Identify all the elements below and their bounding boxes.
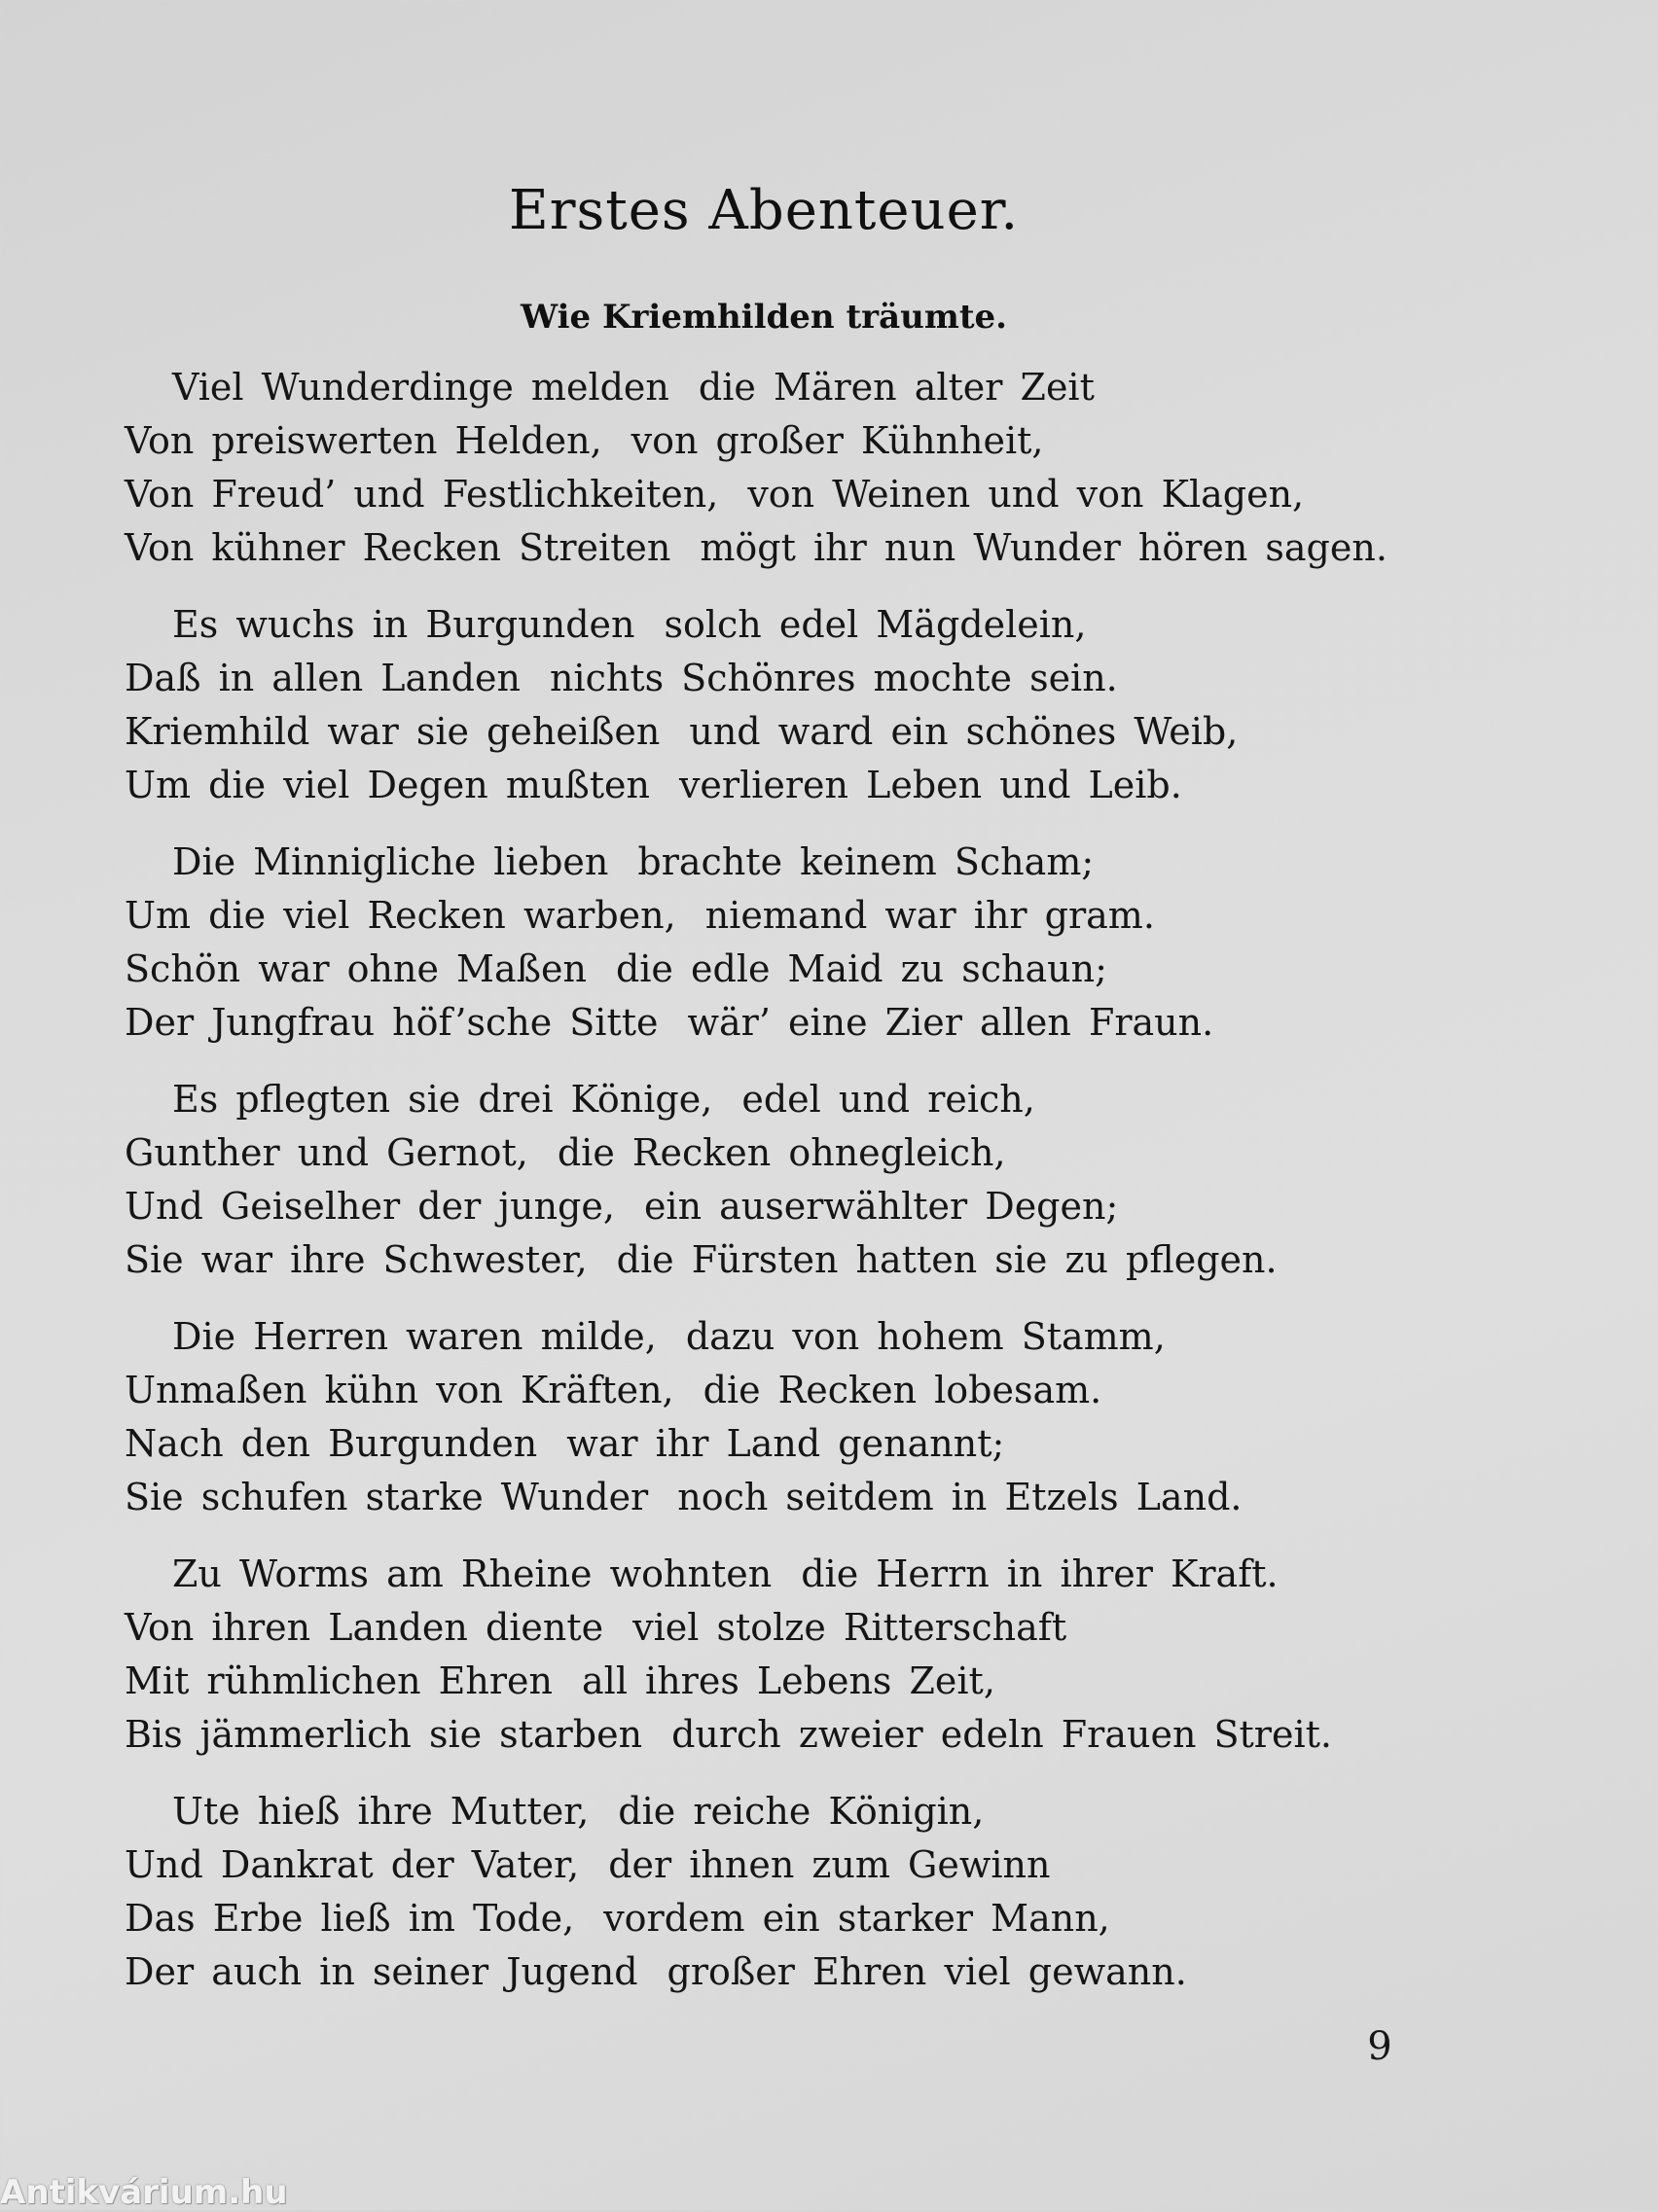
verse-second-half: der ihnen zum Gewinn [608, 1843, 1051, 1886]
verse-second-half: die Mären alter Zeit [698, 366, 1095, 409]
verse-first-half: Und Dankrat der Vater, [125, 1843, 580, 1886]
verse-first-half: Von ihren Landen diente [125, 1606, 604, 1649]
verse-first-half: Und Geiselher der junge, [125, 1185, 615, 1228]
verse-second-half: und ward ein schönes Weib, [689, 710, 1239, 753]
verse-line [125, 414, 1506, 468]
verse-second-half: nichts Schönres mochte sein. [549, 657, 1118, 699]
verse-first-half: Gunther und Gernot, [125, 1131, 528, 1174]
verse-first-half: Viel Wunderdinge melden [172, 366, 669, 409]
verse-first-half: Es pflegten sie drei Könige, [172, 1078, 713, 1121]
verse-second-half: dazu von hohem Stamm, [685, 1315, 1166, 1358]
verse-second-half: viel stolze Ritterschaft [632, 1606, 1067, 1649]
verse-line [125, 1180, 1506, 1233]
verse-first-half: Das Erbe ließ im Tode, [125, 1897, 575, 1940]
verse-second-half: edel und reich, [741, 1078, 1035, 1121]
verse-second-half: die Recken lobesam. [703, 1369, 1102, 1411]
verse-line [125, 759, 1506, 812]
verse-second-half: die reiche Königin, [618, 1790, 985, 1833]
verse-first-half: Kriemhild war sie geheißen [125, 710, 661, 753]
stanza-2 [125, 598, 1506, 812]
verse-second-half: großer Ehren viel gewann. [667, 1950, 1187, 1993]
verse-line [125, 1548, 1506, 1601]
verse-second-half: mögt ihr nun Wunder hören sagen. [700, 526, 1388, 569]
verse-first-half: Um die viel Recken warben, [125, 894, 676, 937]
verse-line [125, 1838, 1506, 1892]
verse-second-half: wär’ eine Zier allen Fraun. [687, 1001, 1214, 1044]
verse-first-half: Die Minnigliche lieben [172, 840, 609, 883]
stanza-5 [125, 1310, 1506, 1524]
verse-line [125, 1364, 1506, 1417]
verse-line [125, 1126, 1506, 1180]
verse-first-half: Sie schufen starke Wunder [125, 1476, 649, 1518]
verse-line [125, 652, 1506, 705]
verse-line [125, 889, 1506, 943]
verse-first-half: Nach den Burgunden [125, 1422, 538, 1465]
verse-second-half: durch zweier edeln Frauen Streit. [671, 1713, 1332, 1756]
verse-line [125, 705, 1506, 759]
verse-line [125, 1417, 1506, 1471]
stanza-1 [125, 361, 1506, 575]
stanza-4 [125, 1073, 1506, 1287]
verse-line [125, 1892, 1506, 1945]
verse-line [125, 598, 1506, 652]
verse-line [125, 1310, 1506, 1364]
verse-second-half: von Weinen und von Klagen, [747, 473, 1305, 516]
verse-line [125, 1471, 1506, 1524]
verse-first-half: Schön war ohne Maßen [125, 947, 587, 990]
verse-first-half: Von kühner Recken Streiten [125, 526, 671, 569]
verse-first-half: Sie war ihre Schwester, [125, 1238, 588, 1281]
verse-first-half: Um die viel Degen mußten [125, 764, 650, 806]
watermark: Antikvárium.hu [0, 2173, 288, 2212]
verse-second-half: all ihres Lebens Zeit, [582, 1659, 995, 1702]
verse-second-half: die Herrn in ihrer Kraft. [801, 1552, 1279, 1595]
chapter-title: Erstes Abenteuer. [508, 179, 1020, 242]
page-number: 9 [1367, 2024, 1392, 2069]
verse-first-half: Der auch in seiner Jugend [125, 1950, 638, 1993]
verse-second-half: ein auserwählter Degen; [643, 1185, 1119, 1228]
verse-first-half: Daß in allen Landen [125, 657, 521, 699]
verse-line [125, 361, 1506, 414]
verse-second-half: niemand war ihr gram. [704, 894, 1155, 937]
verse-line [125, 943, 1506, 996]
verse-second-half: noch seitdem in Etzels Land. [677, 1476, 1243, 1518]
verse-line [125, 996, 1506, 1050]
verse-first-half: Es wuchs in Burgunden [172, 603, 635, 646]
chapter-subtitle: Wie Kriemhilden träumte. [521, 298, 1007, 337]
verse-line [125, 1945, 1506, 1999]
verse-line [125, 468, 1506, 521]
verse-line [125, 836, 1506, 889]
verse-first-half: Mit rühmlichen Ehren [125, 1659, 554, 1702]
verse-line [125, 1233, 1506, 1287]
verse-first-half: Unmaßen kühn von Kräften, [125, 1369, 674, 1411]
verse-first-half: Die Herren waren milde, [172, 1315, 657, 1358]
verse-line [125, 521, 1506, 575]
verse-first-half: Zu Worms am Rheine wohnten [172, 1552, 773, 1595]
verse-second-half: die Fürsten hatten sie zu pflegen. [616, 1238, 1278, 1281]
verse-first-half: Von preiswerten Helden, [125, 419, 602, 462]
verse-first-half: Ute hieß ihre Mutter, [172, 1790, 590, 1833]
verse-line [125, 1601, 1506, 1655]
verse-second-half: von großer Kühnheit, [631, 419, 1044, 462]
verse-line [125, 1073, 1506, 1126]
verse-second-half: vordem ein starker Mann, [603, 1897, 1110, 1940]
verse-first-half: Der Jungfrau höf’sche Sitte [125, 1001, 659, 1044]
stanza-3 [125, 836, 1506, 1050]
verse-second-half: die Recken ohnegleich, [557, 1131, 1006, 1174]
verse-first-half: Von Freud’ und Festlichkeiten, [125, 473, 719, 516]
verse-second-half: solch edel Mägdelein, [664, 603, 1087, 646]
verse-second-half: war ihr Land genannt; [566, 1422, 1005, 1465]
stanza-7 [125, 1785, 1506, 1999]
verse-first-half: Bis jämmerlich sie starben [125, 1713, 643, 1756]
verse-second-half: verlieren Leben und Leib. [678, 764, 1182, 806]
verse-line [125, 1708, 1506, 1762]
verse-line [125, 1785, 1506, 1838]
poem [125, 361, 1506, 2022]
verse-second-half: die edle Maid zu schaun; [615, 947, 1107, 990]
stanza-6 [125, 1548, 1506, 1762]
verse-second-half: brachte keinem Scham; [637, 840, 1095, 883]
verse-line [125, 1655, 1506, 1708]
